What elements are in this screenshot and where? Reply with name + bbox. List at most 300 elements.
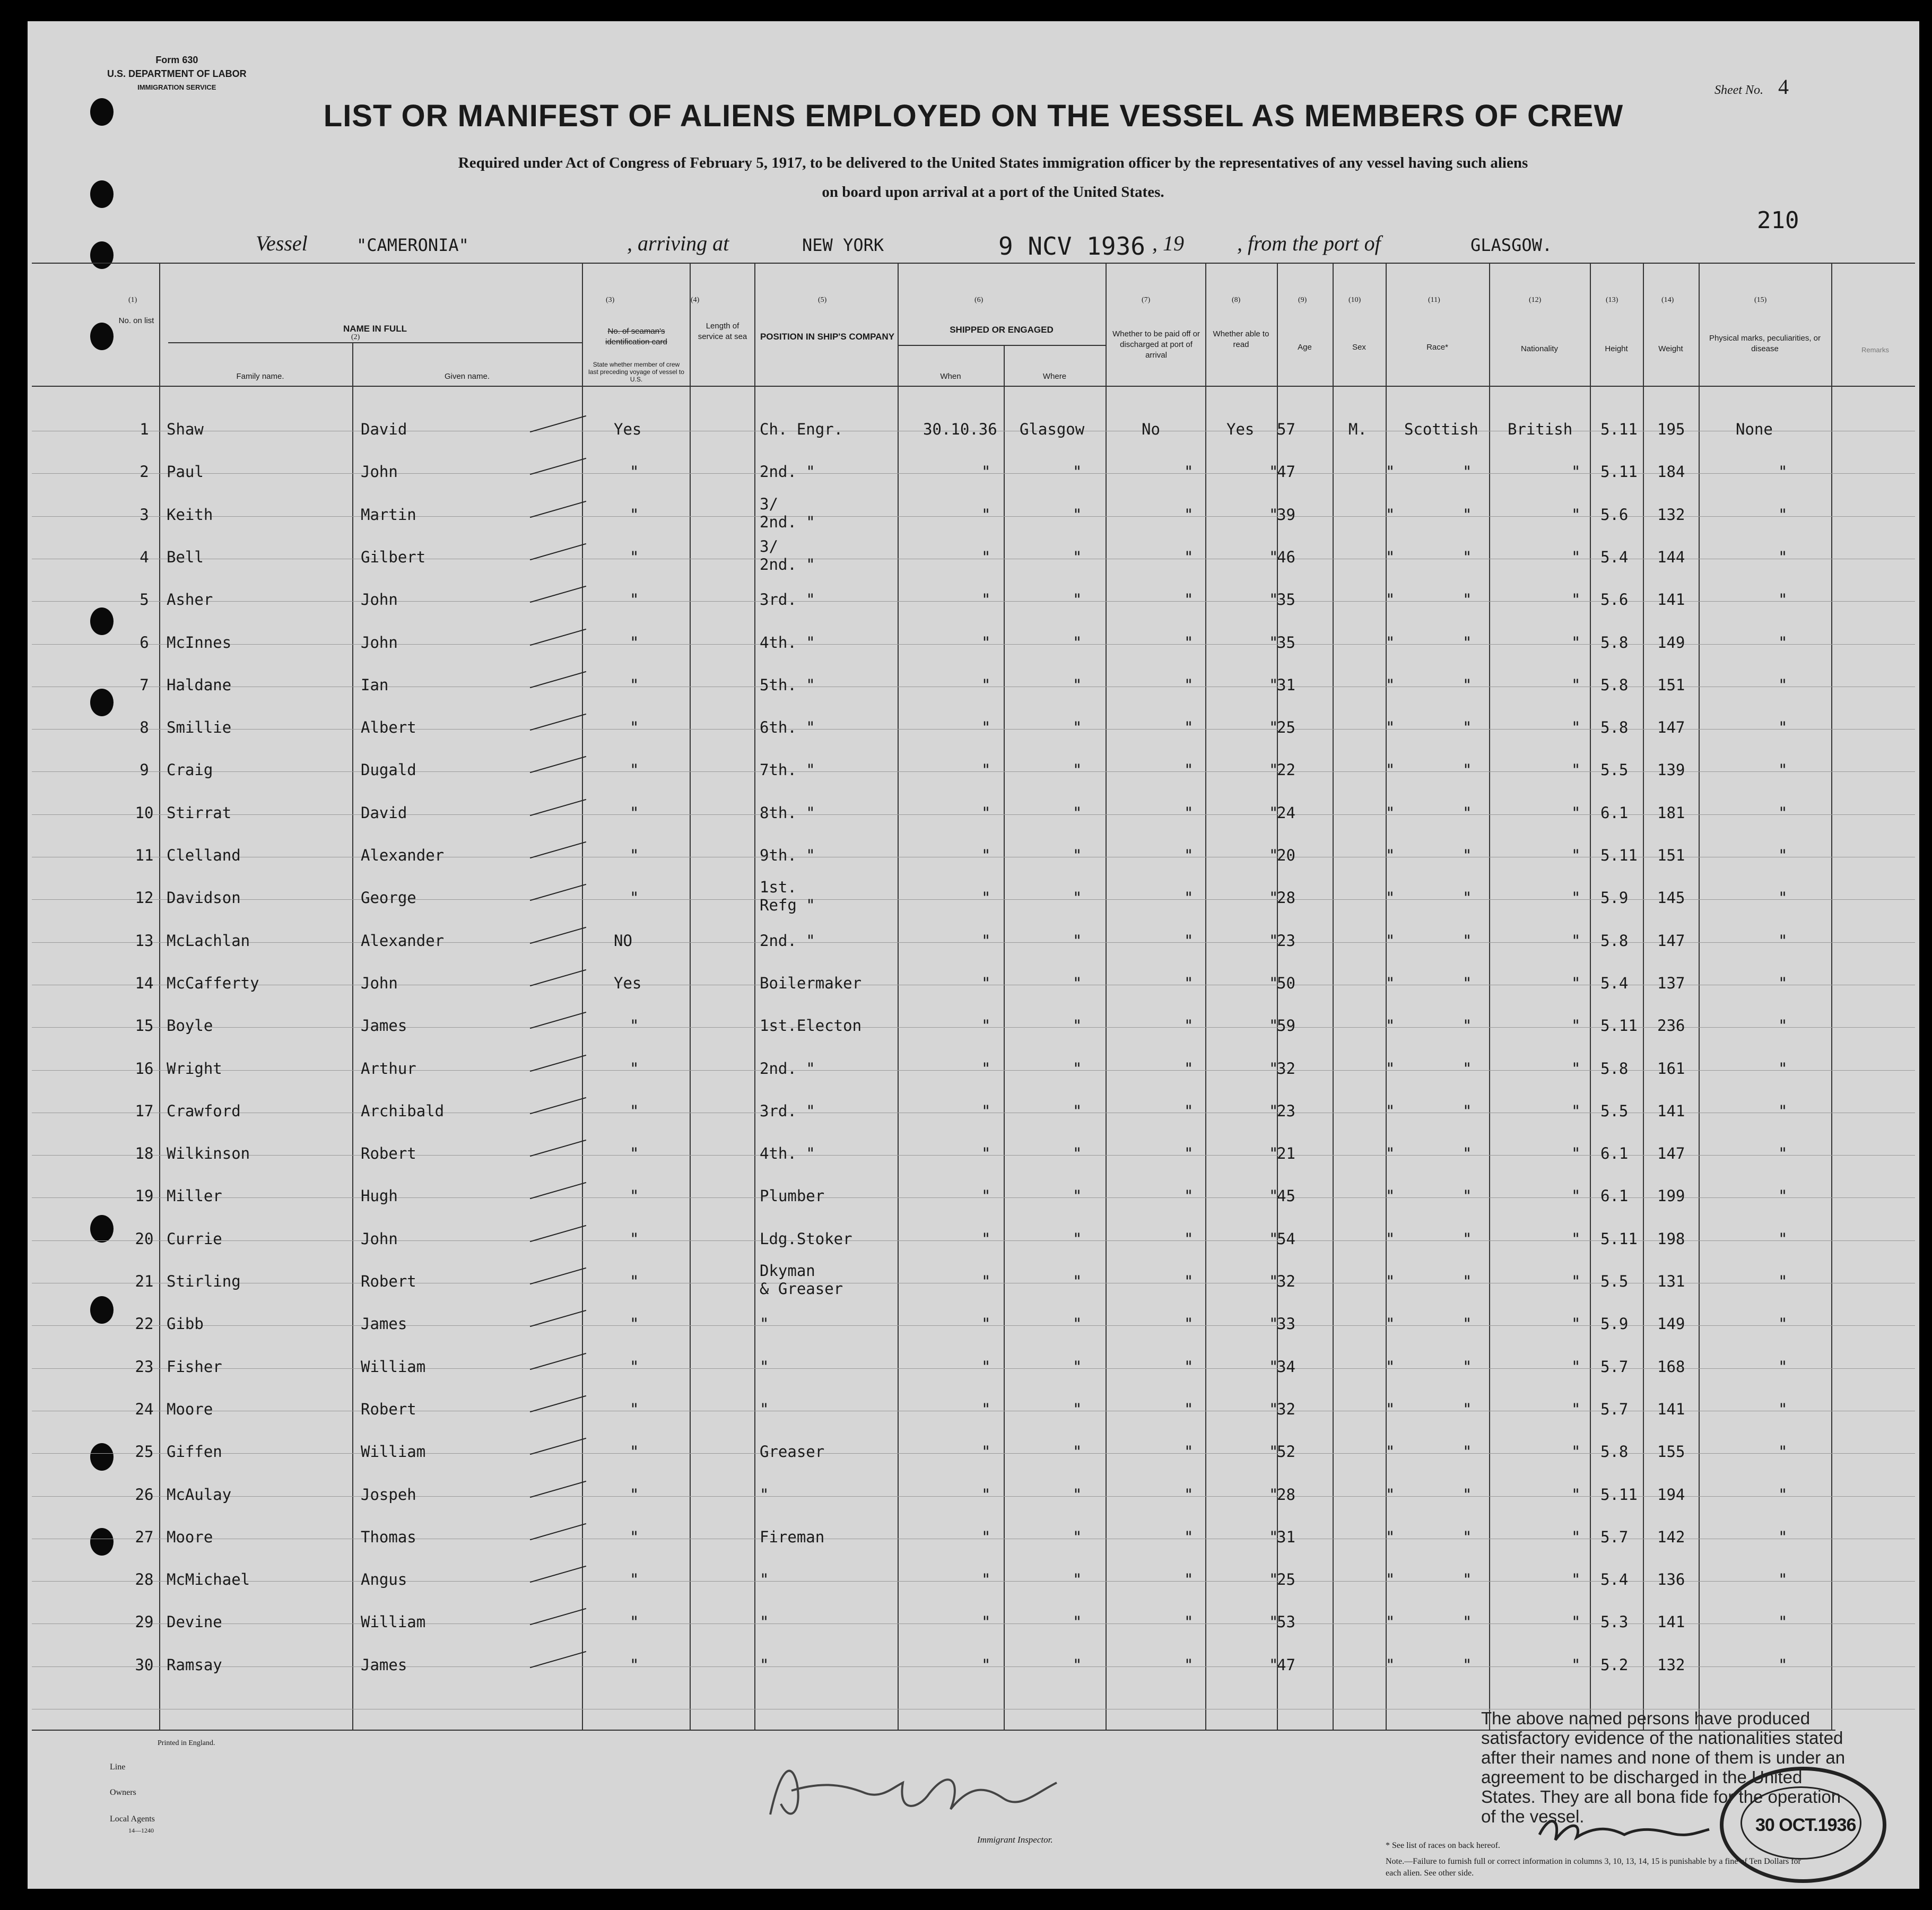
cell-previous-voyage: "	[630, 1187, 639, 1205]
cell-age: 31	[1277, 1527, 1295, 1546]
cell-sex: "	[1386, 505, 1395, 524]
row-rule	[32, 729, 1915, 730]
cell-weight: 195	[1657, 420, 1685, 438]
cell-paid-off: "	[1184, 1357, 1194, 1376]
cell-physical-marks: "	[1778, 803, 1788, 822]
cell-weight: 194	[1657, 1485, 1685, 1504]
arrival-port: NEW YORK	[802, 235, 884, 255]
cell-weight: 141	[1657, 1400, 1685, 1418]
cell-nationality: "	[1571, 1315, 1581, 1333]
cell-shipped-when: "	[981, 1059, 991, 1078]
subtitle-line-1: Required under Act of Congress of February 5, 1917, to be delivered to the United States immigration officer by the representatives of any vessel having such aliens	[458, 154, 1528, 171]
cell-given-name: John	[361, 463, 398, 481]
cell-race: Scottish	[1404, 420, 1478, 438]
checkmark	[530, 969, 586, 986]
cell-height: 5.9	[1600, 1315, 1629, 1333]
agents-label: Local Agents	[110, 1814, 155, 1824]
cell-race: "	[1463, 633, 1472, 652]
cell-row-number: 20	[135, 1229, 154, 1248]
cell-previous-voyage: "	[630, 803, 639, 822]
cell-nationality: "	[1571, 974, 1581, 992]
cell-height: 5.6	[1600, 505, 1629, 524]
row-rule	[32, 644, 1915, 645]
cell-shipped-when: "	[981, 1187, 991, 1205]
cell-paid-off: "	[1184, 1570, 1194, 1589]
cell-position: "	[760, 1357, 769, 1376]
cell-nationality: "	[1571, 1187, 1581, 1205]
col-header-weight: Weight	[1658, 344, 1683, 353]
cell-race: "	[1463, 1570, 1472, 1589]
cell-position: 7th. "	[760, 761, 815, 779]
cell-race: "	[1463, 1229, 1472, 1248]
cell-able-to-read: "	[1269, 803, 1278, 822]
cell-weight: 139	[1657, 761, 1685, 779]
cell-height: 5.7	[1600, 1357, 1629, 1376]
col-header-seaman-id: No. of seaman's identification card	[605, 327, 667, 346]
cell-height: 5.11	[1600, 1485, 1638, 1504]
cell-given-name: Dugald	[361, 761, 416, 779]
cell-nationality: "	[1571, 591, 1581, 609]
cell-nationality: "	[1571, 889, 1581, 907]
cell-previous-voyage: "	[630, 1059, 639, 1078]
cell-previous-voyage: "	[630, 1229, 639, 1248]
cell-age: 25	[1277, 718, 1295, 737]
cell-height: 5.2	[1600, 1655, 1629, 1674]
cell-shipped-where: "	[1073, 1443, 1082, 1461]
cell-paid-off: "	[1184, 675, 1194, 694]
col-header-nationality: Nationality	[1520, 344, 1559, 353]
col-header-race: Race*	[1426, 343, 1448, 352]
cell-height: 6.1	[1600, 1187, 1629, 1205]
cell-position: 1st. Refg "	[760, 878, 815, 915]
cell-shipped-when: "	[981, 1655, 991, 1674]
cell-physical-marks: "	[1778, 1570, 1788, 1589]
col-header-marks: Physical marks, peculiarities, or disease	[1709, 334, 1821, 353]
cell-nationality: "	[1571, 1400, 1581, 1418]
checkmark	[530, 1395, 586, 1412]
cell-sex: "	[1386, 675, 1395, 694]
cell-shipped-when: "	[981, 1613, 991, 1631]
col-divider	[1699, 263, 1700, 1730]
cell-shipped-where: "	[1073, 761, 1082, 779]
cell-family-name: McLachlan	[167, 931, 250, 950]
cell-row-number: 29	[135, 1613, 154, 1631]
cell-weight: 151	[1657, 846, 1685, 864]
cell-previous-voyage: "	[630, 1443, 639, 1461]
cell-weight: 151	[1657, 675, 1685, 694]
cell-position: 8th. "	[760, 803, 815, 822]
col-number: (15)	[1754, 296, 1767, 304]
cell-row-number: 12	[135, 889, 154, 907]
cell-paid-off: "	[1184, 889, 1194, 907]
cell-position: "	[760, 1315, 769, 1333]
checkmark	[530, 1608, 586, 1625]
col-number: (13)	[1606, 296, 1618, 304]
cell-able-to-read: "	[1269, 761, 1278, 779]
cell-previous-voyage: "	[630, 591, 639, 609]
cell-physical-marks: "	[1778, 1443, 1788, 1461]
cell-height: 5.11	[1600, 463, 1638, 481]
cell-position: 3/ 2nd. "	[760, 537, 815, 574]
cell-given-name: James	[361, 1315, 407, 1333]
cell-sex: "	[1386, 1443, 1395, 1461]
department-name: U.S. DEPARTMENT OF LABOR	[107, 68, 247, 79]
col-header-family: Family name.	[236, 372, 284, 381]
cell-weight: 161	[1657, 1059, 1685, 1078]
cell-shipped-where: "	[1073, 1144, 1082, 1163]
checkmark	[530, 671, 586, 688]
cell-shipped-where: "	[1073, 1017, 1082, 1035]
cell-row-number: 2	[140, 463, 149, 481]
cell-position: "	[760, 1400, 769, 1418]
cell-previous-voyage: Yes	[614, 420, 642, 438]
year-label: , 19	[1152, 231, 1184, 255]
cell-sex: "	[1386, 846, 1395, 864]
cell-shipped-when: "	[981, 931, 991, 950]
cell-physical-marks: "	[1778, 1485, 1788, 1504]
cell-row-number: 8	[140, 718, 149, 737]
cell-row-number: 21	[135, 1272, 154, 1290]
row-rule	[32, 601, 1915, 602]
cell-race: "	[1463, 1144, 1472, 1163]
cell-given-name: Angus	[361, 1570, 407, 1589]
cell-age: 59	[1277, 1017, 1295, 1035]
cell-nationality: "	[1571, 1144, 1581, 1163]
cell-able-to-read: "	[1269, 548, 1278, 566]
cell-able-to-read: "	[1269, 889, 1278, 907]
cell-race: "	[1463, 591, 1472, 609]
cell-height: 5.11	[1600, 1229, 1638, 1248]
cell-able-to-read: "	[1269, 1485, 1278, 1504]
cell-physical-marks: "	[1778, 633, 1788, 652]
cell-previous-voyage: "	[630, 1655, 639, 1674]
cell-nationality: "	[1571, 1485, 1581, 1504]
cell-able-to-read: "	[1269, 1357, 1278, 1376]
cell-age: 20	[1277, 846, 1295, 864]
col-number: (12)	[1529, 296, 1542, 304]
col-divider	[1489, 263, 1490, 1730]
cell-nationality: "	[1571, 505, 1581, 524]
cell-paid-off: "	[1184, 591, 1194, 609]
cell-height: 5.11	[1600, 846, 1638, 864]
cell-family-name: Shaw	[167, 420, 204, 438]
cell-row-number: 28	[135, 1570, 154, 1589]
cell-shipped-when: "	[981, 1570, 991, 1589]
cell-row-number: 15	[135, 1017, 154, 1035]
cell-age: 32	[1277, 1272, 1295, 1290]
cell-sex: "	[1386, 1357, 1395, 1376]
cell-shipped-when: "	[981, 548, 991, 566]
cell-age: 35	[1277, 633, 1295, 652]
inspector-signature-text: Herbert J Conley	[770, 1830, 774, 1831]
cell-nationality: "	[1571, 761, 1581, 779]
cell-weight: 147	[1657, 718, 1685, 737]
cell-height: 6.1	[1600, 803, 1629, 822]
cell-physical-marks: "	[1778, 1059, 1788, 1078]
cell-family-name: Asher	[167, 591, 213, 609]
cell-age: 31	[1277, 675, 1295, 694]
col-header-shipped: SHIPPED OR ENGAGED	[950, 325, 1054, 335]
cell-family-name: Smillie	[167, 718, 232, 737]
cell-able-to-read: "	[1269, 1315, 1278, 1333]
cell-family-name: McInnes	[167, 633, 232, 652]
col-number: (9)	[1298, 296, 1307, 304]
cell-physical-marks: "	[1778, 974, 1788, 992]
cell-able-to-read: "	[1269, 1570, 1278, 1589]
cell-age: 50	[1277, 974, 1295, 992]
table-top-rule	[32, 263, 1915, 264]
cell-height: 6.1	[1600, 1144, 1629, 1163]
sheet-number: 4	[1778, 75, 1789, 99]
checkmark	[530, 500, 586, 517]
cell-position: "	[760, 1485, 769, 1504]
cell-paid-off: "	[1184, 633, 1194, 652]
cell-weight: 198	[1657, 1229, 1685, 1248]
cell-family-name: McCafferty	[167, 974, 259, 992]
cell-position: "	[760, 1655, 769, 1674]
cell-family-name: Davidson	[167, 889, 241, 907]
cell-shipped-when: "	[981, 1357, 991, 1376]
col-number: (7)	[1142, 296, 1151, 304]
cell-paid-off: "	[1184, 846, 1194, 864]
checkmark	[530, 1566, 586, 1583]
cell-row-number: 22	[135, 1315, 154, 1333]
cell-able-to-read: Yes	[1226, 420, 1255, 438]
cell-row-number: 19	[135, 1187, 154, 1205]
cell-position: Ch. Engr.	[760, 420, 843, 438]
cell-shipped-when: "	[981, 675, 991, 694]
cell-weight: 142	[1657, 1527, 1685, 1546]
cell-age: 33	[1277, 1315, 1295, 1333]
cell-shipped-when: "	[981, 1144, 991, 1163]
name-header-rule	[168, 342, 582, 343]
cell-able-to-read: "	[1269, 1527, 1278, 1546]
cell-row-number: 3	[140, 505, 149, 524]
cell-family-name: Stirrat	[167, 803, 232, 822]
cell-race: "	[1463, 1187, 1472, 1205]
cell-position: Ldg.Stoker	[760, 1229, 852, 1248]
cell-race: "	[1463, 1443, 1472, 1461]
cell-age: 32	[1277, 1059, 1295, 1078]
cell-given-name: John	[361, 1229, 398, 1248]
col-divider	[1831, 263, 1832, 1730]
cell-paid-off: "	[1184, 505, 1194, 524]
cell-weight: 141	[1657, 1613, 1685, 1631]
cell-race: "	[1463, 1485, 1472, 1504]
cell-sex: "	[1386, 1527, 1395, 1546]
cell-position: Greaser	[760, 1443, 825, 1461]
cell-family-name: Paul	[167, 463, 204, 481]
col-number: (14)	[1661, 296, 1674, 304]
cell-physical-marks: "	[1778, 1400, 1788, 1418]
cell-previous-voyage: "	[630, 548, 639, 566]
cell-able-to-read: "	[1269, 591, 1278, 609]
cell-shipped-where: "	[1073, 1357, 1082, 1376]
cell-sex: "	[1386, 463, 1395, 481]
cell-shipped-where: "	[1073, 1059, 1082, 1078]
cell-sex: "	[1386, 803, 1395, 822]
cell-age: 28	[1277, 1485, 1295, 1504]
owners-label: Owners	[110, 1788, 136, 1797]
cell-position: 6th. "	[760, 718, 815, 737]
checkmark	[530, 1225, 586, 1242]
cell-sex: "	[1386, 1101, 1395, 1120]
col-number: (10)	[1348, 296, 1361, 304]
row-rule	[32, 1666, 1915, 1667]
col-header-no: No. on list	[118, 316, 154, 325]
sheet-number-field	[1715, 74, 1789, 99]
cell-able-to-read: "	[1269, 633, 1278, 652]
row-rule	[32, 1155, 1915, 1156]
cell-previous-voyage: "	[630, 1144, 639, 1163]
cell-sex: "	[1386, 889, 1395, 907]
cell-shipped-when: "	[981, 889, 991, 907]
cell-paid-off: No	[1142, 420, 1160, 438]
cell-race: "	[1463, 1272, 1472, 1290]
cell-position: 3/ 2nd. "	[760, 494, 815, 531]
cell-given-name: George	[361, 889, 416, 907]
cell-age: 34	[1277, 1357, 1295, 1376]
cell-row-number: 30	[135, 1655, 154, 1674]
cell-paid-off: "	[1184, 1059, 1194, 1078]
cell-given-name: William	[361, 1613, 426, 1631]
cell-able-to-read: "	[1269, 1229, 1278, 1248]
checkmark	[530, 1310, 586, 1327]
document-title: LIST OR MANIFEST OF ALIENS EMPLOYED ON THE VESSEL AS MEMBERS OF CREW	[323, 99, 1624, 133]
cell-position: Boilermaker	[760, 974, 862, 992]
cell-given-name: Ian	[361, 675, 389, 694]
cell-shipped-when: "	[981, 1272, 991, 1290]
cell-position: 5th. "	[760, 675, 815, 694]
checkmark	[530, 543, 586, 560]
cell-sex: "	[1386, 1059, 1395, 1078]
cell-row-number: 1	[140, 420, 149, 438]
cell-age: 28	[1277, 889, 1295, 907]
cell-row-number: 24	[135, 1400, 154, 1418]
cell-weight: 141	[1657, 1101, 1685, 1120]
stamp-date: 30 OCT.1936	[1755, 1815, 1856, 1835]
cell-shipped-when: "	[981, 1485, 991, 1504]
cell-shipped-when: "	[981, 846, 991, 864]
cell-paid-off: "	[1184, 1485, 1194, 1504]
cell-paid-off: "	[1184, 1272, 1194, 1290]
cell-physical-marks: "	[1778, 1357, 1788, 1376]
cell-previous-voyage: "	[630, 1570, 639, 1589]
cell-race: "	[1463, 803, 1472, 822]
row-rule	[32, 942, 1915, 943]
cell-previous-voyage: "	[630, 505, 639, 524]
cell-sex: "	[1386, 1229, 1395, 1248]
checkmark	[530, 1097, 586, 1114]
page-number: 210	[1757, 207, 1799, 234]
cell-able-to-read: "	[1269, 1613, 1278, 1631]
cell-paid-off: "	[1184, 761, 1194, 779]
vessel-label: Vessel	[256, 231, 308, 255]
checkmark	[530, 714, 586, 731]
cell-weight: 145	[1657, 889, 1685, 907]
cell-height: 5.5	[1600, 761, 1629, 779]
inspector-signature	[760, 1751, 1089, 1836]
cell-shipped-where: "	[1073, 718, 1082, 737]
cell-shipped-when: "	[981, 1400, 991, 1418]
cell-given-name: Alexander	[361, 931, 445, 950]
cell-race: "	[1463, 505, 1472, 524]
cell-physical-marks: "	[1778, 591, 1788, 609]
cell-physical-marks: "	[1778, 1187, 1788, 1205]
cell-height: 5.4	[1600, 1570, 1629, 1589]
cell-given-name: William	[361, 1357, 426, 1376]
cell-given-name: Robert	[361, 1144, 416, 1163]
col-number: (4)	[691, 296, 700, 304]
origin-port: GLASGOW.	[1470, 235, 1553, 255]
subtitle-line-2: on board upon arrival at a port of the United States.	[822, 184, 1164, 201]
cell-nationality: "	[1571, 1272, 1581, 1290]
col-number: (1)	[128, 296, 137, 304]
col-header-where: Where	[1042, 372, 1067, 381]
cell-position: "	[760, 1570, 769, 1589]
cell-shipped-where: "	[1073, 1187, 1082, 1205]
cell-height: 5.8	[1600, 931, 1629, 950]
col-divider	[1205, 263, 1206, 1730]
cell-weight: 147	[1657, 931, 1685, 950]
row-rule	[32, 1581, 1915, 1582]
arriving-label: , arriving at	[627, 231, 729, 255]
cell-family-name: Boyle	[167, 1017, 213, 1035]
cell-previous-voyage: "	[630, 675, 639, 694]
cell-sex: "	[1386, 591, 1395, 609]
cell-height: 5.3	[1600, 1613, 1629, 1631]
cell-able-to-read: "	[1269, 1655, 1278, 1674]
cell-shipped-when: "	[981, 1229, 991, 1248]
checkmark	[530, 1267, 586, 1284]
cell-race: "	[1463, 889, 1472, 907]
cell-nationality: "	[1571, 1017, 1581, 1035]
cell-shipped-when: "	[981, 505, 991, 524]
cell-shipped-where: "	[1073, 846, 1082, 864]
cell-shipped-where: "	[1073, 803, 1082, 822]
cell-age: 24	[1277, 803, 1295, 822]
cell-family-name: Currie	[167, 1229, 222, 1248]
cell-previous-voyage: "	[630, 1101, 639, 1120]
cell-physical-marks: "	[1778, 1272, 1788, 1290]
cell-family-name: Haldane	[167, 675, 232, 694]
cell-age: 47	[1277, 463, 1295, 481]
cell-age: 32	[1277, 1400, 1295, 1418]
cell-family-name: Clelland	[167, 846, 241, 864]
cell-sex: "	[1386, 1017, 1395, 1035]
cell-age: 46	[1277, 548, 1295, 566]
cell-shipped-where: "	[1073, 1655, 1082, 1674]
cell-paid-off: "	[1184, 803, 1194, 822]
cell-previous-voyage: NO	[614, 931, 632, 950]
cell-height: 5.7	[1600, 1400, 1629, 1418]
checkmark	[530, 1012, 586, 1029]
cell-sex: "	[1386, 1655, 1395, 1674]
cell-family-name: Devine	[167, 1613, 222, 1631]
checkmark	[530, 628, 586, 645]
col-divider	[1590, 263, 1591, 1730]
cell-nationality: "	[1571, 803, 1581, 822]
shipped-header-rule	[898, 345, 1106, 346]
cell-sex: "	[1386, 931, 1395, 950]
cell-nationality: "	[1571, 1101, 1581, 1120]
cell-given-name: David	[361, 420, 407, 438]
cell-row-number: 7	[140, 675, 149, 694]
checkmark	[530, 1054, 586, 1071]
cell-race: "	[1463, 1101, 1472, 1120]
checkmark	[530, 1140, 586, 1157]
cell-age: 54	[1277, 1229, 1295, 1248]
